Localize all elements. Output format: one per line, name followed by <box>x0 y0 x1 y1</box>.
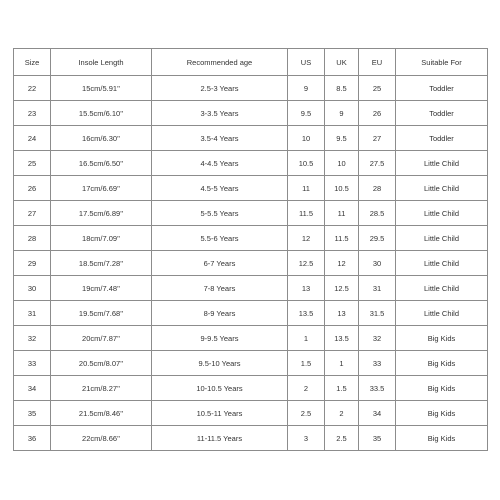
cell-size: 25 <box>14 151 51 176</box>
cell-uk: 1 <box>325 351 359 376</box>
cell-suitable-for: Little Child <box>396 151 488 176</box>
cell-size: 36 <box>14 426 51 451</box>
cell-recommended-age: 4-4.5 Years <box>152 151 288 176</box>
cell-eu: 27 <box>359 126 396 151</box>
cell-uk: 9 <box>325 101 359 126</box>
cell-insole-length: 21.5cm/8.46'' <box>51 401 152 426</box>
cell-suitable-for: Big Kids <box>396 351 488 376</box>
cell-recommended-age: 8-9 Years <box>152 301 288 326</box>
cell-suitable-for: Little Child <box>396 251 488 276</box>
cell-insole-length: 16.5cm/6.50'' <box>51 151 152 176</box>
table-row <box>14 276 488 301</box>
cell-recommended-age: 2.5-3 Years <box>152 76 288 101</box>
table-row <box>14 126 488 151</box>
cell-size: 35 <box>14 401 51 426</box>
cell-size: 32 <box>14 326 51 351</box>
cell-eu: 31.5 <box>359 301 396 326</box>
cell-recommended-age: 4.5-5 Years <box>152 176 288 201</box>
cell-us: 11 <box>288 176 325 201</box>
table-row <box>14 376 488 401</box>
cell-eu: 34 <box>359 401 396 426</box>
cell-uk: 10 <box>325 151 359 176</box>
cell-insole-length: 19.5cm/7.68'' <box>51 301 152 326</box>
cell-uk: 13.5 <box>325 326 359 351</box>
cell-recommended-age: 3.5-4 Years <box>152 126 288 151</box>
cell-insole-length: 20cm/7.87'' <box>51 326 152 351</box>
table-row <box>14 226 488 251</box>
cell-recommended-age: 9.5-10 Years <box>152 351 288 376</box>
cell-uk: 12 <box>325 251 359 276</box>
table-row <box>14 251 488 276</box>
cell-suitable-for: Big Kids <box>396 426 488 451</box>
cell-uk: 12.5 <box>325 276 359 301</box>
table-row <box>14 301 488 326</box>
cell-us: 9.5 <box>288 101 325 126</box>
cell-size: 23 <box>14 101 51 126</box>
cell-size: 31 <box>14 301 51 326</box>
header-eu: EU <box>359 49 396 76</box>
cell-insole-length: 19cm/7.48'' <box>51 276 152 301</box>
cell-insole-length: 21cm/8.27'' <box>51 376 152 401</box>
table-row <box>14 76 488 101</box>
header-suitable-for: Suitable For <box>396 49 488 76</box>
cell-recommended-age: 6-7 Years <box>152 251 288 276</box>
cell-insole-length: 17.5cm/6.89'' <box>51 201 152 226</box>
cell-us: 11.5 <box>288 201 325 226</box>
cell-recommended-age: 5.5-6 Years <box>152 226 288 251</box>
cell-uk: 13 <box>325 301 359 326</box>
cell-size: 27 <box>14 201 51 226</box>
cell-us: 10.5 <box>288 151 325 176</box>
cell-insole-length: 18cm/7.09'' <box>51 226 152 251</box>
table-row <box>14 101 488 126</box>
table-row <box>14 326 488 351</box>
cell-suitable-for: Toddler <box>396 101 488 126</box>
cell-insole-length: 20.5cm/8.07'' <box>51 351 152 376</box>
cell-eu: 33.5 <box>359 376 396 401</box>
cell-us: 12 <box>288 226 325 251</box>
cell-recommended-age: 9-9.5 Years <box>152 326 288 351</box>
header-size: Size <box>14 49 51 76</box>
cell-uk: 2 <box>325 401 359 426</box>
cell-uk: 11 <box>325 201 359 226</box>
cell-size: 33 <box>14 351 51 376</box>
cell-us: 9 <box>288 76 325 101</box>
cell-insole-length: 22cm/8.66'' <box>51 426 152 451</box>
table-row <box>14 426 488 451</box>
cell-recommended-age: 3-3.5 Years <box>152 101 288 126</box>
table-row <box>14 401 488 426</box>
cell-size: 34 <box>14 376 51 401</box>
table-row <box>14 351 488 376</box>
cell-us: 1.5 <box>288 351 325 376</box>
table-row <box>14 176 488 201</box>
cell-recommended-age: 7-8 Years <box>152 276 288 301</box>
cell-suitable-for: Big Kids <box>396 376 488 401</box>
cell-uk: 2.5 <box>325 426 359 451</box>
cell-size: 22 <box>14 76 51 101</box>
cell-suitable-for: Toddler <box>396 126 488 151</box>
header-recommended-age: Recommended age <box>152 49 288 76</box>
cell-eu: 27.5 <box>359 151 396 176</box>
table-row <box>14 201 488 226</box>
cell-suitable-for: Little Child <box>396 276 488 301</box>
cell-insole-length: 15.5cm/6.10'' <box>51 101 152 126</box>
cell-insole-length: 18.5cm/7.28'' <box>51 251 152 276</box>
cell-us: 13.5 <box>288 301 325 326</box>
cell-eu: 32 <box>359 326 396 351</box>
cell-suitable-for: Big Kids <box>396 401 488 426</box>
cell-suitable-for: Little Child <box>396 301 488 326</box>
header-insole-length: Insole Length <box>51 49 152 76</box>
cell-recommended-age: 10-10.5 Years <box>152 376 288 401</box>
cell-size: 30 <box>14 276 51 301</box>
cell-recommended-age: 5-5.5 Years <box>152 201 288 226</box>
cell-uk: 11.5 <box>325 226 359 251</box>
cell-us: 13 <box>288 276 325 301</box>
cell-us: 1 <box>288 326 325 351</box>
cell-recommended-age: 10.5-11 Years <box>152 401 288 426</box>
size-chart-table <box>13 48 488 451</box>
cell-suitable-for: Toddler <box>396 76 488 101</box>
cell-suitable-for: Big Kids <box>396 326 488 351</box>
cell-eu: 33 <box>359 351 396 376</box>
header-uk: UK <box>325 49 359 76</box>
cell-eu: 28 <box>359 176 396 201</box>
cell-insole-length: 15cm/5.91'' <box>51 76 152 101</box>
cell-uk: 10.5 <box>325 176 359 201</box>
cell-insole-length: 16cm/6.30'' <box>51 126 152 151</box>
cell-uk: 8.5 <box>325 76 359 101</box>
cell-size: 24 <box>14 126 51 151</box>
cell-suitable-for: Little Child <box>396 201 488 226</box>
cell-us: 2.5 <box>288 401 325 426</box>
header-row <box>14 49 488 76</box>
cell-us: 12.5 <box>288 251 325 276</box>
cell-insole-length: 17cm/6.69'' <box>51 176 152 201</box>
cell-uk: 1.5 <box>325 376 359 401</box>
cell-size: 29 <box>14 251 51 276</box>
cell-size: 26 <box>14 176 51 201</box>
cell-eu: 25 <box>359 76 396 101</box>
cell-eu: 26 <box>359 101 396 126</box>
cell-size: 28 <box>14 226 51 251</box>
cell-uk: 9.5 <box>325 126 359 151</box>
cell-eu: 35 <box>359 426 396 451</box>
header-us: US <box>288 49 325 76</box>
cell-eu: 30 <box>359 251 396 276</box>
cell-suitable-for: Little Child <box>396 176 488 201</box>
cell-us: 10 <box>288 126 325 151</box>
cell-suitable-for: Little Child <box>396 226 488 251</box>
cell-recommended-age: 11-11.5 Years <box>152 426 288 451</box>
table-row <box>14 151 488 176</box>
cell-eu: 31 <box>359 276 396 301</box>
cell-eu: 28.5 <box>359 201 396 226</box>
cell-us: 3 <box>288 426 325 451</box>
cell-us: 2 <box>288 376 325 401</box>
cell-eu: 29.5 <box>359 226 396 251</box>
